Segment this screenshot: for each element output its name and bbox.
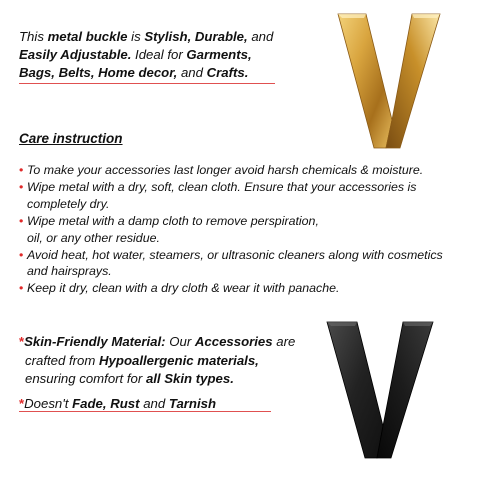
divider-line (19, 83, 275, 84)
care-instruction-heading: Care instruction (19, 131, 123, 146)
skin-text: crafted from (25, 352, 100, 368)
asterisk: * (19, 396, 25, 411)
skin-text: are (272, 334, 296, 349)
intro-bold-text: Easily Adjustable. (19, 47, 132, 62)
no-fade-note (19, 396, 216, 411)
care-instruction-list (19, 162, 459, 297)
bullet-icon: • (19, 179, 24, 194)
product-description (19, 28, 319, 82)
list-item (19, 213, 459, 247)
list-item (19, 179, 459, 213)
skin-bold-text: Skin-Friendly Material: (24, 334, 166, 349)
skin-bold-text: Hypoallergenic materials, (99, 352, 259, 368)
intro-text: is (127, 29, 145, 44)
bullet-icon: • (19, 163, 24, 177)
intro-text: This (19, 29, 48, 44)
list-item-text: To make your accessories last longer avoid harsh chemicals & moisture. (27, 163, 424, 177)
skin-text: Our (165, 334, 195, 349)
bullet-icon: • (19, 281, 24, 296)
black-v-letter-image (321, 318, 436, 468)
list-item-text: Avoid heat, hot water, steamers, or ultrasonic cleaners along with cosmetics (27, 247, 443, 262)
divider-line (19, 411, 271, 412)
intro-text: and (247, 29, 274, 44)
list-item (19, 162, 459, 179)
intro-bold-text: Garments, (186, 47, 252, 62)
fade-bold-text: Fade, Rust (72, 396, 140, 411)
list-item-text: Wipe metal with a dry, soft, clean cloth. Ensure that your accessories is (27, 179, 417, 194)
intro-text: Ideal for (131, 47, 187, 62)
skin-bold-text: all Skin types. (145, 371, 234, 386)
list-item (19, 280, 459, 297)
list-item-text: completely dry. (27, 196, 110, 211)
fade-bold-text: Tarnish (168, 396, 217, 411)
list-item-text: oil, or any other residue. (27, 230, 160, 245)
list-item-text: Keep it dry, clean with a dry cloth & wear it with panache. (27, 281, 340, 296)
intro-bold-text: Bags, Belts, Home decor, (19, 65, 178, 80)
fade-text: and (139, 396, 169, 411)
list-item-text: Wipe metal with a damp cloth to remove perspiration, (27, 213, 319, 228)
intro-bold-text: Stylish, Durable, (144, 29, 248, 44)
bullet-icon: • (19, 213, 24, 228)
list-item-text: and hairsprays. (27, 264, 112, 279)
skin-text: ensuring comfort for (25, 371, 146, 386)
bullet-icon: • (19, 247, 24, 262)
intro-bold-text: Crafts. (206, 65, 249, 80)
asterisk: * (19, 334, 25, 349)
intro-bold-text: metal buckle (47, 29, 128, 44)
list-item (19, 247, 459, 281)
fade-text: Doesn't (24, 396, 73, 411)
skin-bold-text: Accessories (194, 334, 273, 349)
skin-friendly-note (19, 333, 309, 389)
gold-v-letter-image (334, 8, 444, 158)
intro-text: and (177, 65, 207, 80)
